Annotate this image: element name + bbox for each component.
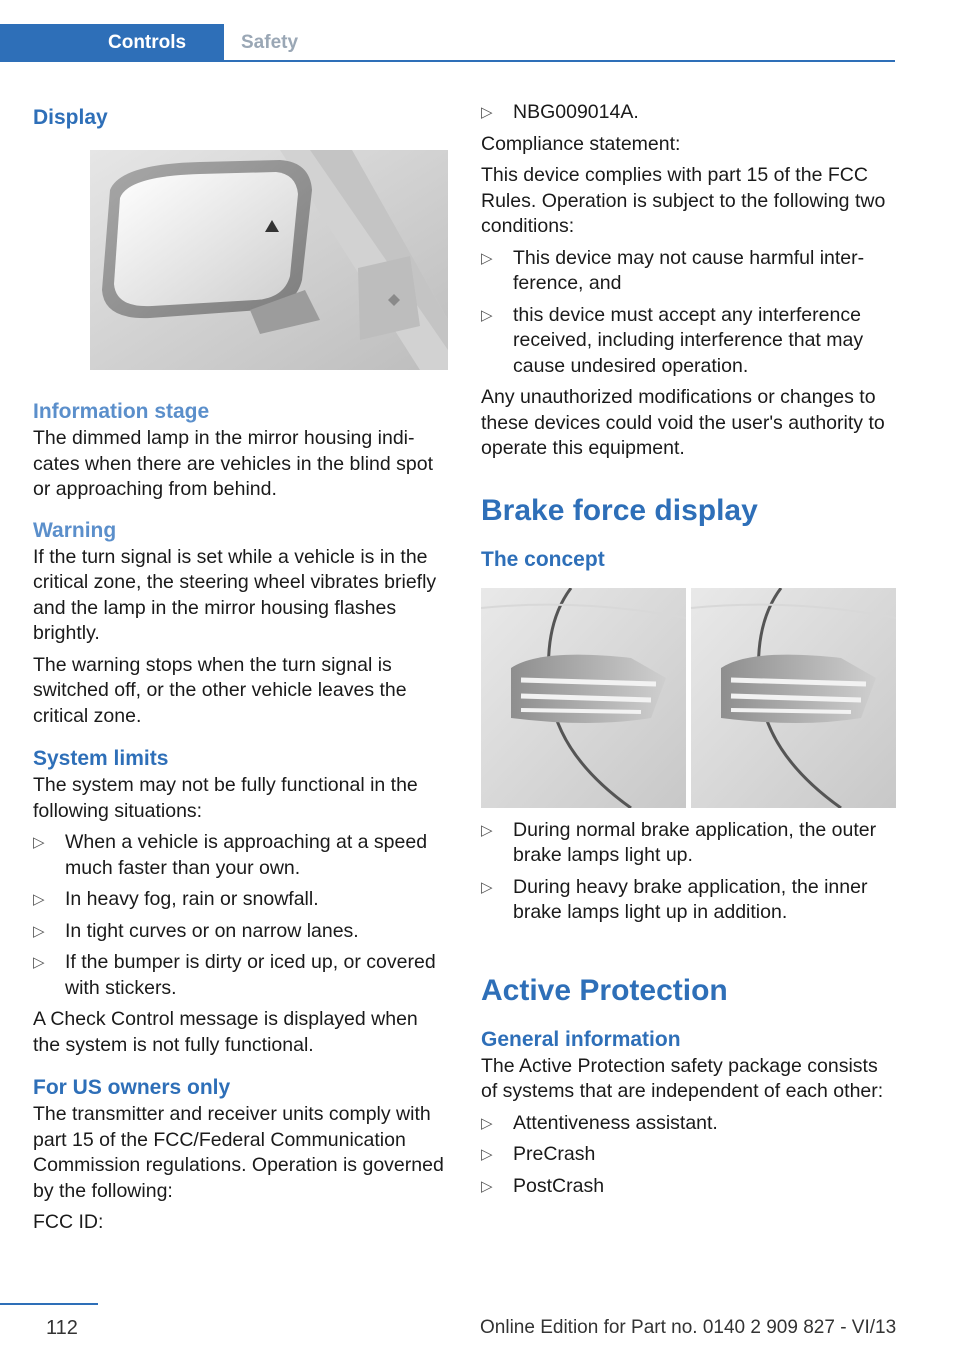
list-item: ▷ In tight curves or on narrow lanes. (33, 919, 449, 945)
list-item: ▷ If the bumper is dirty or iced up, or covered with stickers. (33, 951, 436, 999)
system-limits-intro: The system may not be fully functional in the following situations: (33, 774, 418, 822)
bullet-triangle-icon: ▷ (33, 922, 45, 940)
fcc-id-label: FCC ID: (33, 1211, 104, 1233)
left-column (33, 98, 449, 1236)
bullet-triangle-icon: ▷ (481, 1177, 493, 1195)
list-item: ▷ When a vehicle is approaching at a speed much faster than your own. (33, 831, 428, 879)
list-item: ▷ In heavy fog, rain or snowfall. (33, 887, 449, 913)
warning-text-1: If the turn signal is set while a vehicle is in the critical zone, the steering wheel vibrates briefly and the lamp in the mirror housing flashes brightly. (33, 545, 437, 644)
bullet-triangle-icon: ▷ (481, 1146, 493, 1163)
tab-safety[interactable]: Safety (241, 32, 299, 53)
mirror-image (90, 150, 448, 370)
us-owners-text: The transmitter and receiver units comply with part 15 of the FCC/Federal Communication Commission regulations. Operation is governed by the following: (33, 1103, 444, 1202)
list-item: ▷ PostCrash (481, 1174, 897, 1200)
list-item: ▷ During heavy brake application, the inner brake lamps light up in addition. (481, 875, 868, 923)
bullet-triangle-icon: ▷ (33, 891, 45, 908)
bullet-triangle-icon: ▷ (481, 1114, 493, 1132)
page-number: 112 (46, 1317, 78, 1339)
list-item: ▷ This device may not cause harmful interference, and (481, 246, 865, 294)
display-heading: Display (33, 106, 108, 129)
bullet-triangle-icon: ▷ (481, 104, 493, 121)
edition-text: Online Edition for Part no. 0140 2 909 827 - VI/13 (480, 1317, 897, 1338)
list-item: ▷ this device must accept any interference received, including interference that may cause undesired operation. (481, 303, 864, 377)
modification-text: Any unauthorized modifications or changes to these devices could void the user's authority to operate this equipment. (481, 386, 885, 459)
check-control-text: A Check Control message is displayed when the system is not fully functional. (33, 1008, 418, 1056)
brake-force-heading: Brake force display (481, 493, 758, 527)
header-tabs (0, 24, 895, 62)
right-column (481, 98, 897, 1199)
compliance-text: This device complies with part 15 of the FCC Rules. Operation is subject to the following two conditions: (481, 164, 886, 237)
bullet-triangle-icon: ▷ (481, 306, 493, 324)
bullet-triangle-icon: ▷ (481, 821, 493, 839)
bullet-triangle-icon: ▷ (481, 249, 493, 267)
list-item: ▷ Attentiveness assistant. (481, 1111, 897, 1137)
bullet-triangle-icon: ▷ (33, 954, 45, 971)
information-stage-text: The dimmed lamp in the mirror housing indicates when there are vehicles in the blind spot or approaching from behind. (33, 427, 433, 500)
list-item: ▷ PreCrash (481, 1142, 897, 1168)
warning-heading: Warning (33, 518, 117, 542)
bullet-triangle-icon: ▷ (33, 834, 45, 851)
compliance-list (481, 246, 897, 380)
us-owners-heading: For US owners only (33, 1076, 231, 1099)
warning-text-2: The warning stops when the turn signal is switched off, or the other vehicle leaves the critical zone. (33, 653, 407, 727)
brake-list (481, 818, 897, 926)
active-protection-list (481, 1111, 897, 1200)
bullet-triangle-icon: ▷ (481, 878, 493, 896)
footer-rule (0, 1303, 98, 1305)
brake-lamps-image (481, 588, 896, 808)
compliance-label: Compliance statement: (481, 132, 681, 155)
list-item: ▷ During normal brake application, the outer brake lamps light up. (481, 818, 877, 866)
active-protection-heading: Active Protection (481, 973, 728, 1007)
information-stage-heading: Information stage (33, 400, 210, 423)
tab-controls[interactable]: Controls (0, 24, 224, 62)
system-limits-list (33, 830, 449, 1001)
fcc-id-list (481, 100, 897, 126)
system-limits-heading: System limits (33, 747, 169, 770)
list-item: ▷ NBG009014A. (481, 100, 897, 126)
general-info-heading: General information (481, 1027, 681, 1051)
concept-heading: The concept (481, 547, 605, 571)
general-info-text: The Active Protection safety package consists of systems that are independent of each other: (481, 1054, 884, 1102)
